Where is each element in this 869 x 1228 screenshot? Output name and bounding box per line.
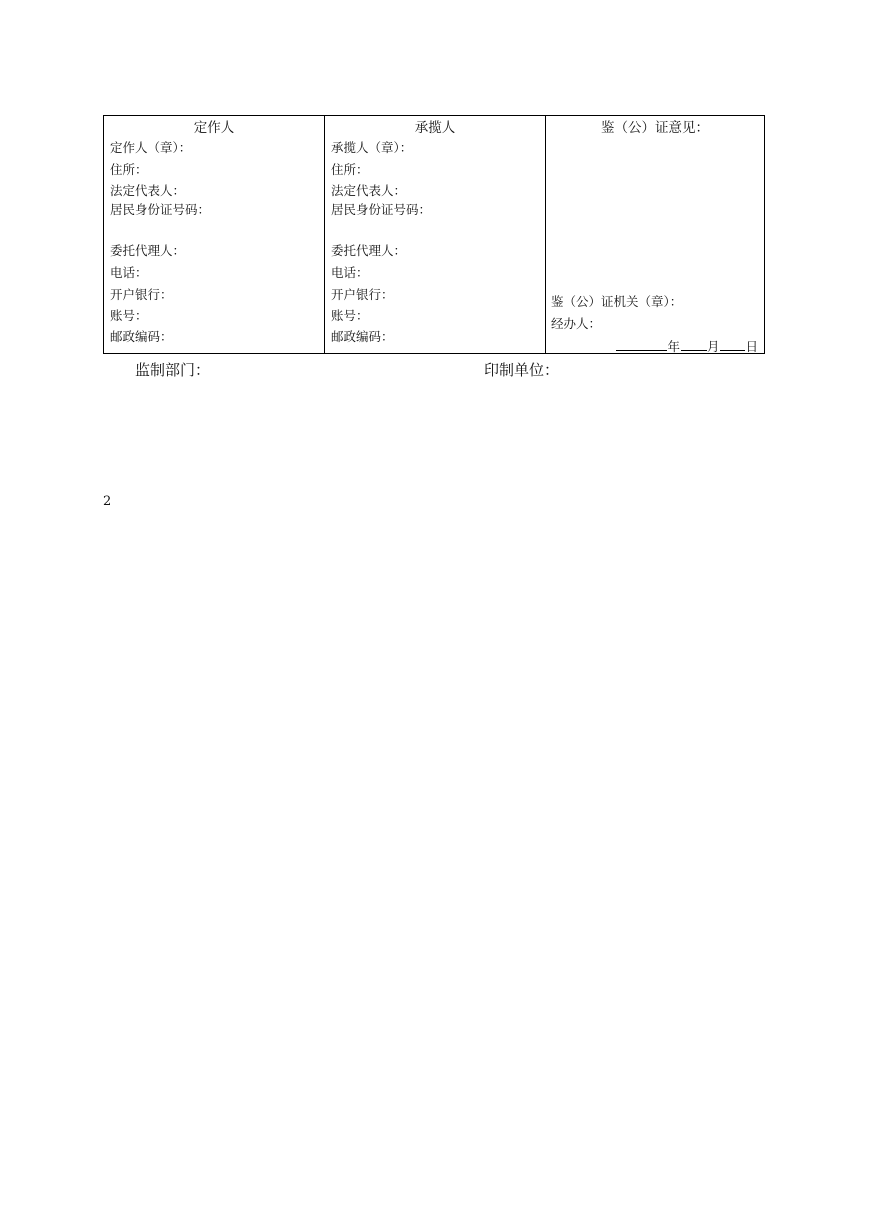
party-b-agent-field: 委托代理人：: [331, 243, 407, 258]
party-a-legal-rep-field: 法定代表人：: [110, 183, 186, 198]
year-blank: [616, 338, 667, 351]
party-b-postcode-field: 邮政编码：: [331, 329, 394, 344]
party-a-address-field: 住所：: [110, 162, 148, 177]
month-label: 月: [706, 339, 720, 354]
party-a-account-field: 账号：: [110, 308, 148, 323]
party-b-legal-rep-field: 法定代表人：: [331, 183, 407, 198]
party-a-agent-field: 委托代理人：: [110, 243, 186, 258]
party-a-id-number-field: 居民身份证号码：: [110, 202, 211, 217]
month-blank: [681, 338, 707, 351]
party-b-header: 承揽人: [414, 120, 456, 136]
day-label: 日: [745, 339, 758, 354]
page-number: 2: [103, 494, 112, 509]
party-b-address-field: 住所：: [331, 162, 369, 177]
party-b-bank-field: 开户银行：: [331, 287, 394, 302]
party-a-column: [104, 116, 325, 353]
notary-authority-seal-field: 鉴（公）证机关（章）：: [551, 294, 683, 309]
printer-label: 印制单位：: [484, 361, 560, 379]
party-a-header: 定作人: [193, 120, 235, 136]
party-a-postcode-field: 邮政编码：: [110, 329, 173, 344]
notary-header: 鉴（公）证意见：: [601, 120, 709, 136]
day-blank: [720, 338, 745, 351]
supervisor-label: 监制部门：: [135, 361, 211, 379]
party-a-phone-field: 电话：: [110, 265, 148, 280]
notary-column: [546, 116, 764, 353]
party-b-seal-field: 承揽人（章）：: [331, 140, 413, 155]
notary-handler-field: 经办人：: [551, 316, 602, 331]
party-a-bank-field: 开户银行：: [110, 287, 173, 302]
year-label: 年: [667, 339, 680, 354]
party-b-account-field: 账号：: [331, 308, 369, 323]
party-a-seal-field: 定作人（章）：: [110, 140, 192, 155]
party-b-phone-field: 电话：: [331, 265, 369, 280]
party-b-column: [325, 116, 546, 353]
notary-date-line: [616, 338, 758, 354]
signature-table: [103, 115, 765, 354]
party-b-id-number-field: 居民身份证号码：: [331, 202, 432, 217]
